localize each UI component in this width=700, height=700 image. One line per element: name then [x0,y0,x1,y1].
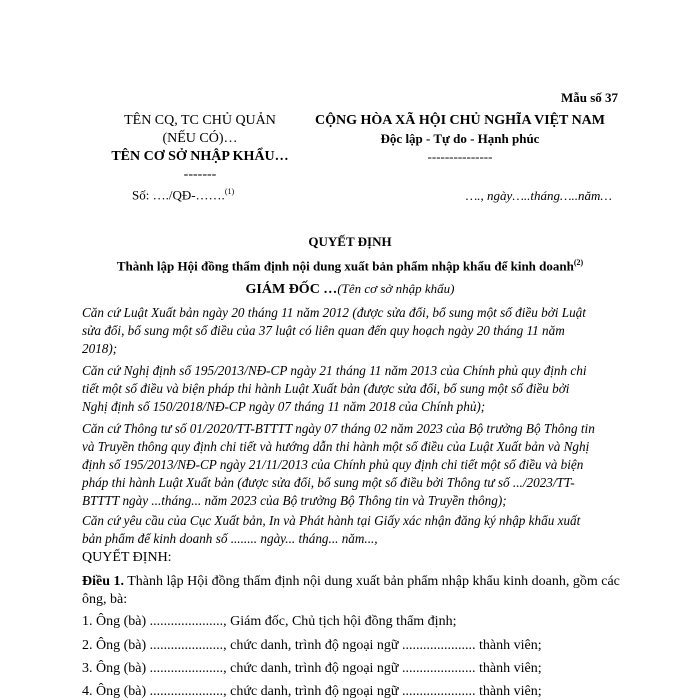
footnote-1: (1) [224,187,235,196]
basis-paragraph [82,512,622,548]
document-title: QUYẾT ĐỊNH [308,234,392,249]
document-subtitle [0,258,700,274]
basis-paragraph [82,362,622,416]
article-1-text-continued: ông, bà: [82,592,128,607]
basis-line: tiết một số điều và biện pháp thi hành Luật Xuất bản (được sửa đổi, bổ sung một số điều bởi [82,381,570,396]
left-divider: ------- [183,167,217,182]
basis-paragraph [82,420,622,510]
article-1-label: Điều 1. [82,574,124,589]
basis-line: BTTTT ngày ...tháng... năm 2023 của Bộ trưởng Bộ Thông tin và Truyền thông); [82,493,507,508]
basis-line: pháp thi hành Luật Xuất bản (được sửa đổi, bổ sung một số điều bởi Thông tư số .../2023/TT- [82,475,575,490]
right-header [300,112,620,166]
article-1 [82,573,622,609]
national-motto: Độc lập - Tự do - Hạnh phúc [380,131,540,146]
footnote-2: (2) [573,258,584,267]
basis-line: định số 195/2013/NĐ-CP ngày 21/11/2013 của Chính phủ quy định chi tiết một số điều và biện [82,457,584,472]
importer-name: TÊN CƠ SỞ NHẬP KHẨU… [111,149,289,164]
agency-line: TÊN CQ, TC CHỦ QUẢN [124,113,276,128]
decision-heading: QUYẾT ĐỊNH: [82,550,172,565]
right-divider: --------------- [427,149,493,164]
date-line: …., ngày…..tháng…..năm… [465,188,612,203]
basis-paragraph [82,304,622,358]
agency-note-line: (NẾU CÓ)… [162,131,238,146]
left-header [80,112,320,184]
article-1-text: Thành lập Hội đồng thẩm định nội dung xuất bản phẩm nhập khẩu kinh doanh, gồm các [124,574,620,589]
director-note: (Tên cơ sở nhập khẩu) [337,281,455,296]
basis-line: Nghị định số 150/2018/NĐ-CP ngày 07 tháng 11 năm 2018 của Chính phủ); [82,399,486,414]
member-line: 1. Ông (bà) ....................., Giám đốc, Chủ tịch hội đồng thẩm định; [82,614,457,629]
basis-line: Căn cứ yêu cầu của Cục Xuất bản, In và Phát hành tại Giấy xác nhận đăng ký nhập khẩu xuất [82,513,581,528]
basis-line: sửa đổi, bổ sung một số điều của 37 luật có liên quan đến quy hoạch ngày 20 tháng 11 năm [82,323,565,338]
basis-line: bản phẩm để kinh doanh số ........ ngày... tháng... năm..., [82,531,378,546]
form-number: Mẫu số 37 [560,90,618,105]
document-number [132,187,234,203]
director-label: GIÁM ĐỐC … [245,282,338,297]
basis-line: Căn cứ Nghị định số 195/2013/NĐ-CP ngày 21 tháng 11 năm 2013 của Chính phủ quy định chi [82,363,587,378]
basis-line: Căn cứ Luật Xuất bản ngày 20 tháng 11 năm 2012 (được sửa đổi, bổ sung một số điều bởi Luật [82,305,586,320]
member-line: 2. Ông (bà) ....................., chức danh, trình độ ngoại ngữ ..................... thành viên; [82,638,542,653]
member-line: 4. Ông (bà) ....................., chức danh, trình độ ngoại ngữ ..................... thành viên; [82,684,542,699]
basis-line: 2018); [82,341,118,356]
member-line: 3. Ông (bà) ....................., chức danh, trình độ ngoại ngữ ..................... thành viên; [82,661,542,676]
document-number-text: Số: …./QĐ-……. [132,187,225,203]
national-title: CỘNG HÒA XÃ HỘI CHỦ NGHĨA VIỆT NAM [314,113,605,128]
basis-line: Căn cứ Thông tư số 01/2020/TT-BTTTT ngày 07 tháng 02 năm 2023 của Bộ trưởng Bộ Thông tin [82,421,595,436]
basis-line: và Truyền thông quy định chi tiết và hướng dẫn thi hành một số điều của Luật Xuất bản và Nghị [82,439,590,454]
director-line [0,281,700,298]
subtitle-text: Thành lập Hội đồng thẩm định nội dung xuất bản phẩm nhập khẩu để kinh doanh [116,258,574,274]
